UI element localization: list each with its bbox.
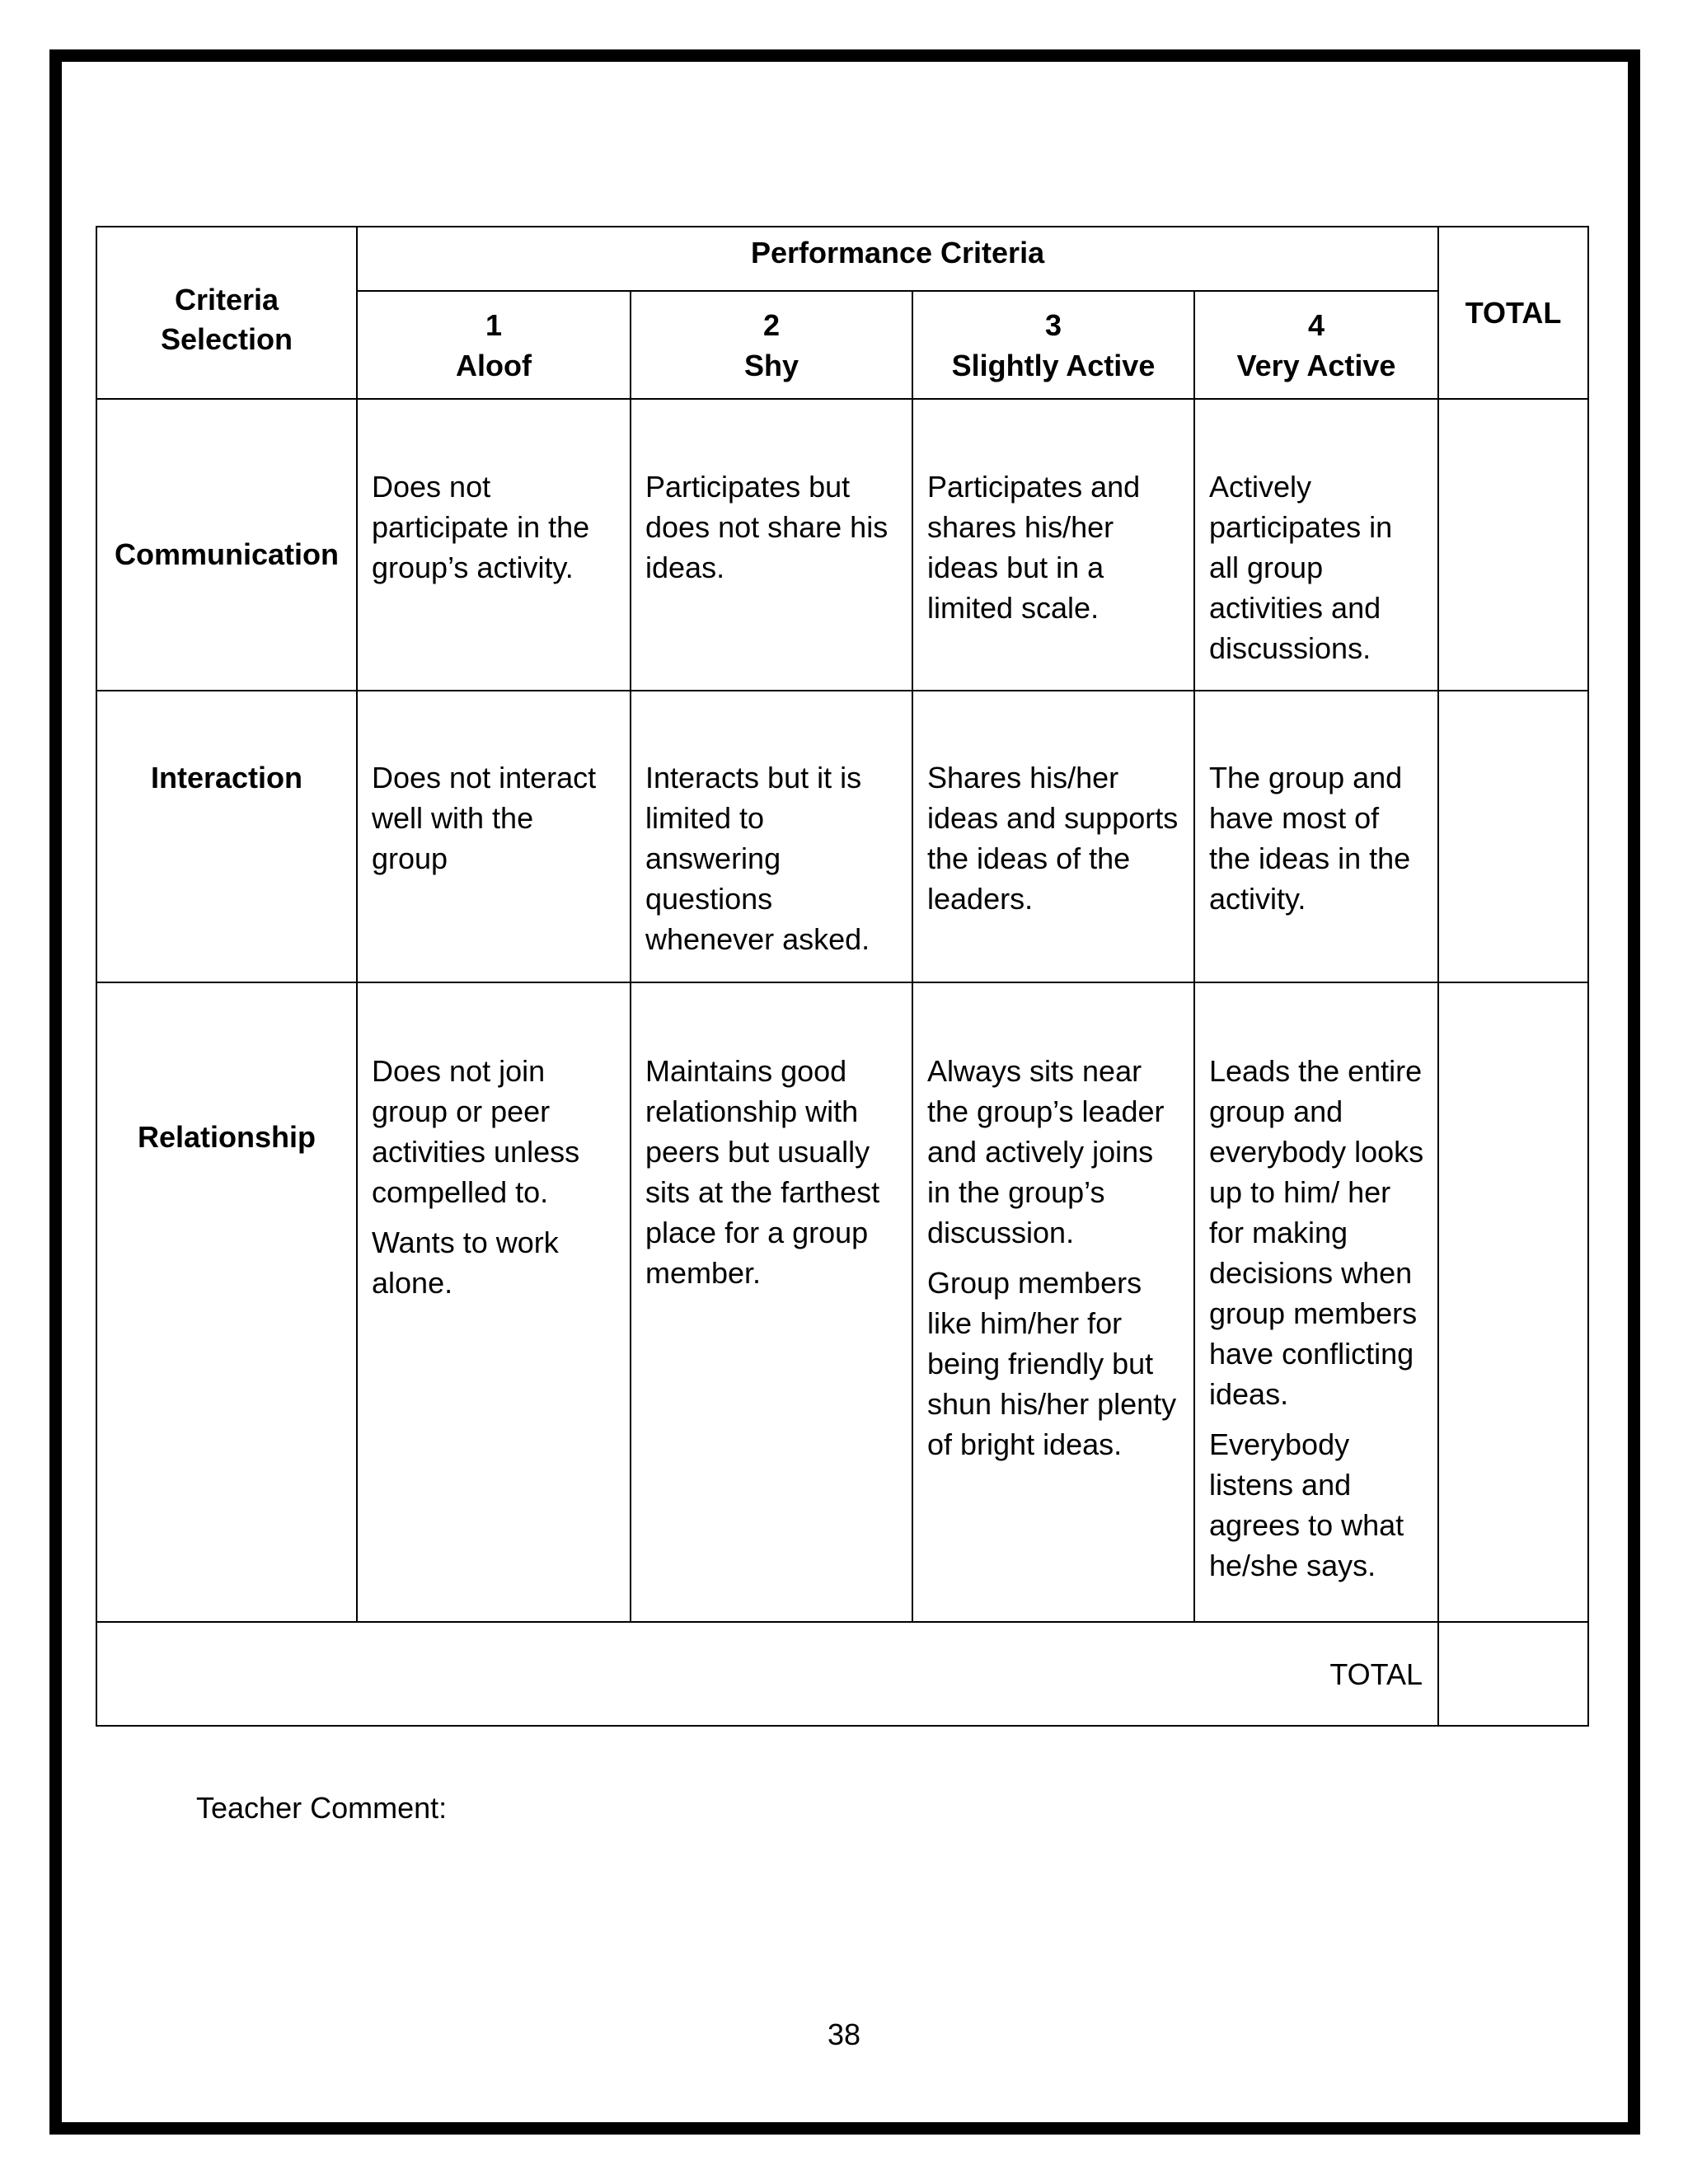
level-label: Very Active (1236, 348, 1396, 382)
cell-text: Does not participate in the group’s activity. (372, 470, 590, 584)
table-row (96, 399, 1588, 691)
cell-text: The group and have most of the ideas in the activity. (1209, 761, 1411, 916)
level-4-header (1194, 291, 1438, 399)
grand-total-cell (1438, 1622, 1588, 1726)
total-cell (1438, 399, 1588, 691)
rubric-cell (912, 691, 1194, 982)
rubric-cell (631, 691, 912, 982)
rubric-cell (357, 399, 631, 691)
level-label: Shy (743, 348, 799, 382)
criterion-label: Communication (114, 537, 339, 571)
cell-text: Participates but does not share his ideas. (645, 470, 889, 584)
page-number: 38 (827, 2018, 861, 2051)
footer-total-label: TOTAL (96, 1622, 1438, 1726)
level-number: 2 (762, 307, 781, 342)
rubric-cell (631, 982, 912, 1622)
performance-criteria-header: Performance Criteria (357, 227, 1438, 291)
rubric-cell (357, 982, 631, 1622)
table-row (96, 982, 1588, 1622)
criterion-relationship (96, 982, 357, 1622)
criterion-label: Interaction (150, 761, 303, 794)
total-header: TOTAL (1438, 227, 1588, 399)
table-row (96, 691, 1588, 982)
cell-text: Actively participates in all group activities and discussions. (1209, 470, 1393, 665)
level-label: Slightly Active (951, 348, 1156, 382)
total-cell (1438, 982, 1588, 1622)
total-cell (1438, 691, 1588, 982)
level-1-header (357, 291, 631, 399)
rubric-cell (631, 399, 912, 691)
cell-text: Wants to work alone. (372, 1226, 559, 1300)
cell-text: Does not join group or peer activities unless compelled to. (372, 1054, 580, 1209)
criteria-selection-header: Criteria Selection (96, 227, 357, 399)
rubric-cell (1194, 691, 1438, 982)
cell-text: Interacts but it is limited to answering questions whenever asked. (645, 761, 870, 956)
criterion-communication (96, 399, 357, 691)
cell-text: Participates and shares his/her ideas but in a limited scale. (927, 470, 1141, 625)
cell-text: Group members like him/her for being friendly but shun his/her plenty of bright ideas. (927, 1266, 1177, 1461)
criterion-label: Relationship (137, 1120, 316, 1154)
level-number: 3 (1044, 307, 1062, 342)
rubric-cell (1194, 982, 1438, 1622)
level-3-header (912, 291, 1194, 399)
criterion-interaction (96, 691, 357, 982)
level-2-header (631, 291, 912, 399)
rubric-cell (357, 691, 631, 982)
teacher-comment-label: Teacher Comment: (196, 1791, 448, 1825)
rubric-cell (912, 982, 1194, 1622)
rubric-cell (1194, 399, 1438, 691)
cell-text: Leads the entire group and everybody looks up to him/ her for making decisions when group members have conflicting ideas. (1209, 1054, 1424, 1411)
cell-text: Maintains good relationship with peers but usually sits at the farthest place for a group member. (645, 1054, 880, 1290)
level-number: 1 (485, 307, 503, 342)
rubric-table (96, 226, 1589, 1727)
total-row (96, 1622, 1588, 1726)
rubric-cell (912, 399, 1194, 691)
level-label: Aloof (456, 348, 532, 382)
cell-text: Everybody listens and agrees to what he/she says. (1209, 1427, 1404, 1582)
cell-text: Shares his/her ideas and supports the ideas of the leaders. (927, 761, 1179, 916)
cell-text: Always sits near the group’s leader and actively joins in the group’s discussion. (927, 1054, 1165, 1249)
level-number: 4 (1308, 307, 1325, 342)
cell-text: Does not interact well with the group (372, 761, 597, 875)
